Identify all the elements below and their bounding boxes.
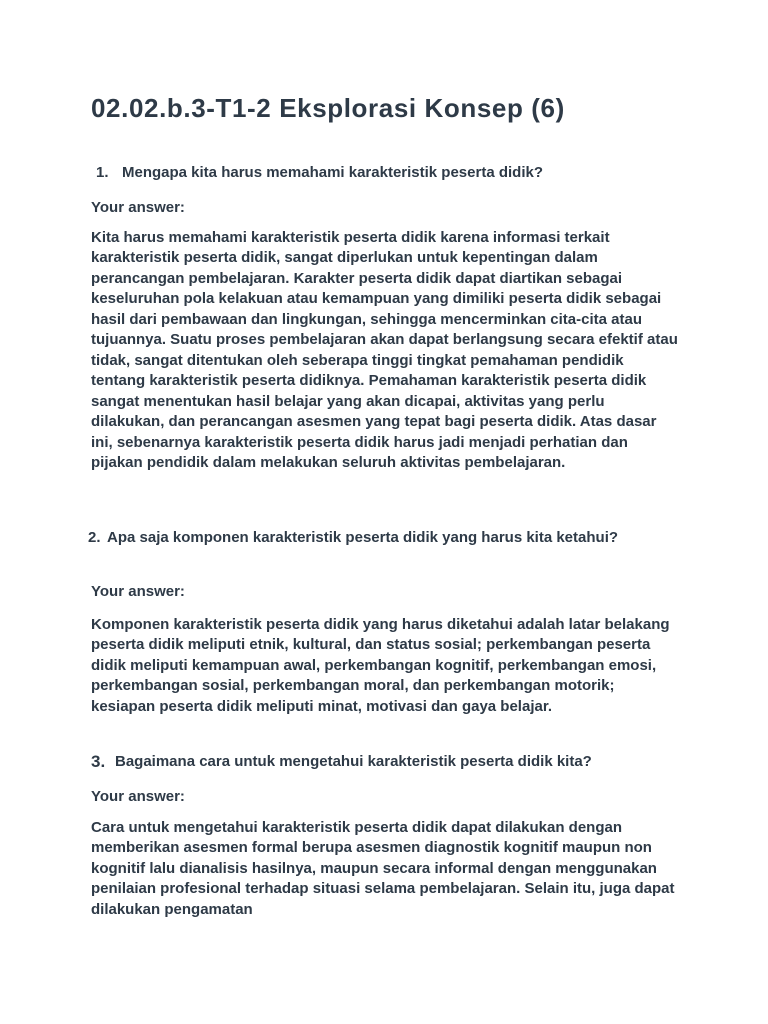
question-text: Mengapa kita harus memahami karakteristik peserta didik? [122, 164, 544, 181]
document-title: 02.02.b.3-T1-2 Eksplorasi Konsep (6) [91, 93, 565, 123]
question-1 [91, 163, 543, 183]
question-number: 3. [91, 752, 106, 771]
answer-text: Komponen karakteristik peserta didik yang harus diketahui adalah latar belakang peserta didik meliputi etnik, kultural, dan status sosial; perkembangan peserta didik meliputi kemampuan awal, perkembangan kognitif, perkembangan emosi, perkembangan sosial, perkembangan moral, dan perkembangan motorik; kesiapan peserta didik meliputi minat, motivasi dan gaya belajar. [91, 616, 670, 715]
question-3 [91, 752, 592, 772]
answer-label: Your answer: [91, 199, 185, 216]
answer-label: Your answer: [91, 583, 185, 600]
answer-label: Your answer: [91, 788, 185, 805]
question-2 [88, 528, 648, 548]
question-number: 1. [96, 164, 109, 181]
answer-text: Kita harus memahami karakteristik peserta didik karena informasi terkait karakteristik peserta didik, sangat diperlukan untuk kepentingan dalam perancangan pembelajaran. Karakter peserta didik dapat diartikan sebagai keseluruhan pola kelakuan atau kemampuan yang dimiliki peserta didik sebagai hasil dari pembawaan dan lingkungan, sehingga mencerminkan cita-cita atau tujuannya. Suatu proses pembelajaran akan dapat berlangsung secara efektif atau tidak, sangat ditentukan oleh seberapa tinggi tingkat pemahaman pendidik tentang karakteristik peserta didiknya. Pemahaman karakteristik peserta didik sangat menentukan hasil belajar yang akan dicapai, aktivitas yang perlu dilakukan, dan perancangan asesmen yang tepat bagi peserta didik. Atas dasar ini, sebenarnya karakteristik peserta didik harus jadi menjadi perhatian dan pijakan pendidik dalam melakukan seluruh aktivitas pembelajaran. [91, 229, 678, 471]
question-text: Bagaimana cara untuk mengetahui karakteristik peserta didik kita? [115, 753, 592, 770]
question-number: 2. [88, 529, 101, 546]
question-text: Apa saja komponen karakteristik peserta didik yang harus kita ketahui? [107, 529, 619, 546]
answer-text: Cara untuk mengetahui karakteristik peserta didik dapat dilakukan dengan memberikan asesmen formal berupa asesmen diagnostik kognitif maupun non kognitif lalu dianalisis hasilnya, maupun secara informal dengan menggunakan penilaian profesional terhadap situasi selama pembelajaran. Selain itu, juga dapat dilakukan pengamatan [91, 819, 675, 918]
